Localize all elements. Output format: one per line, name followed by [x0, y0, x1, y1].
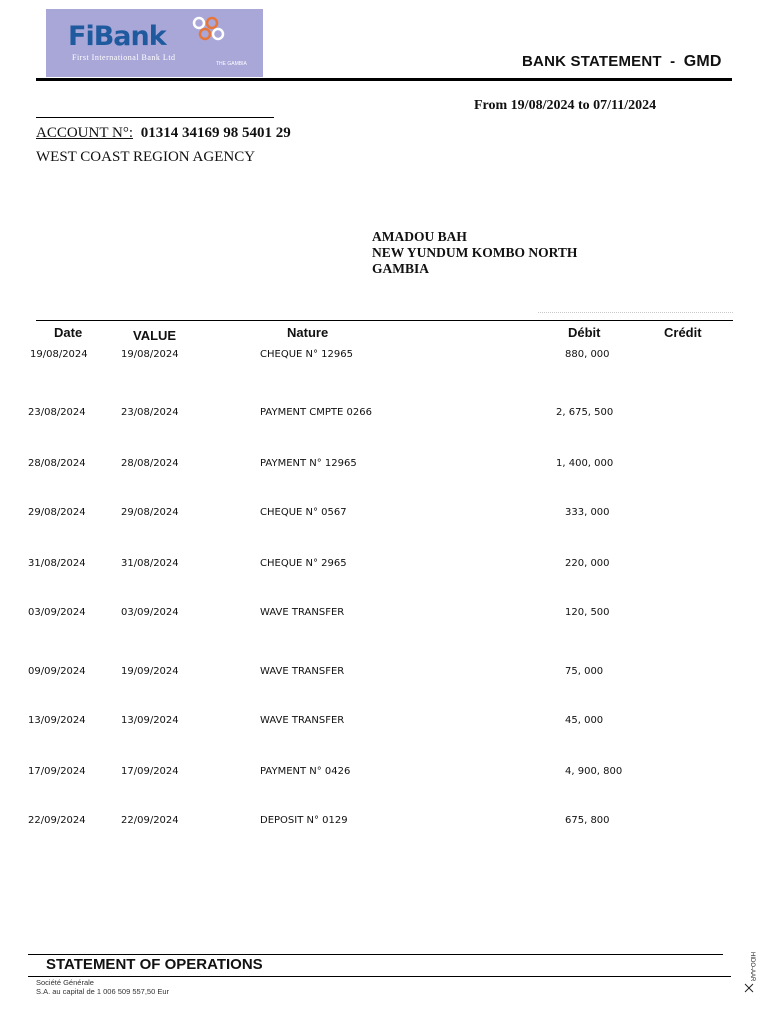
- row-debit: 220, 000: [565, 558, 610, 569]
- row-debit: 4, 900, 800: [565, 766, 623, 777]
- footer-rule-bottom: [28, 976, 731, 977]
- row-nature: PAYMENT N° 12965: [260, 458, 357, 469]
- statement-period: From 19/08/2024 to 07/11/2024: [474, 98, 657, 113]
- column-header-debit: Débit: [568, 325, 601, 340]
- column-header-credit: Crédit: [664, 325, 702, 340]
- customer-address-line2: GAMBIA: [372, 261, 429, 276]
- footer-capital: S.A. au capital de 1 006 509 557,50 Eur: [36, 987, 170, 996]
- row-debit: 333, 000: [565, 507, 610, 518]
- row-value-date: 19/08/2024: [121, 349, 179, 360]
- row-debit: 880, 000: [565, 349, 610, 360]
- customer-address-line1: NEW YUNDUM KOMBO NORTH: [372, 245, 578, 260]
- row-value-date: 13/09/2024: [121, 715, 179, 726]
- row-debit: 120, 500: [565, 607, 610, 618]
- row-nature: WAVE TRANSFER: [260, 607, 345, 618]
- logo-rings-icon: [190, 16, 238, 42]
- column-header-date: Date: [54, 325, 83, 340]
- customer-name: AMADOU BAH: [372, 229, 467, 244]
- footer-rule-top: [28, 954, 723, 955]
- row-debit: 75, 000: [565, 666, 604, 677]
- row-nature: DEPOSIT N° 0129: [260, 815, 348, 826]
- row-nature: CHEQUE N° 12965: [260, 349, 353, 360]
- row-debit: 1, 400, 000: [556, 458, 614, 469]
- row-debit: 45, 000: [565, 715, 604, 726]
- logo-subtitle: First International Bank Ltd: [72, 53, 176, 62]
- row-date: 13/09/2024: [28, 715, 86, 726]
- row-date: 03/09/2024: [28, 607, 86, 618]
- footer-title: STATEMENT OF OPERATIONS: [46, 956, 263, 973]
- row-value-date: 17/09/2024: [121, 766, 179, 777]
- account-rule: [36, 117, 274, 118]
- row-date: 28/08/2024: [28, 458, 86, 469]
- logo-text: FiBank: [68, 21, 166, 52]
- statement-title-text: BANK STATEMENT: [522, 53, 662, 70]
- account-label: ACCOUNT N°:: [36, 125, 133, 141]
- vertical-reference-mark: [736, 950, 760, 994]
- row-debit: 675, 800: [565, 815, 610, 826]
- row-value-date: 29/08/2024: [121, 507, 179, 518]
- row-value-date: 03/09/2024: [121, 607, 179, 618]
- row-date: 09/09/2024: [28, 666, 86, 677]
- row-date: 17/09/2024: [28, 766, 86, 777]
- row-value-date: 31/08/2024: [121, 558, 179, 569]
- row-nature: WAVE TRANSFER: [260, 666, 345, 677]
- table-rule: [36, 320, 733, 321]
- row-date: 29/08/2024: [28, 507, 86, 518]
- header-rule: [36, 78, 732, 81]
- row-value-date: 23/08/2024: [121, 407, 179, 418]
- column-header-nature: Nature: [287, 325, 329, 340]
- row-nature: WAVE TRANSFER: [260, 715, 345, 726]
- row-date: 19/08/2024: [30, 349, 88, 360]
- account-number: 01314 34169 98 5401 29: [140, 125, 291, 141]
- account-number-line: [36, 125, 291, 142]
- row-value-date: 28/08/2024: [121, 458, 179, 469]
- footer-company: Société Générale: [36, 978, 94, 987]
- logo-country: THE GAMBIA: [216, 61, 247, 67]
- vertical-reference: [736, 950, 760, 994]
- statement-title: [522, 53, 722, 71]
- vertical-reference-text: HIDO-AAR: [749, 952, 755, 982]
- row-nature: PAYMENT N° 0426: [260, 766, 351, 777]
- title-dash: -: [670, 53, 676, 70]
- column-header-value: VALUE: [133, 328, 177, 343]
- row-date: 23/08/2024: [28, 407, 86, 418]
- currency-code: GMD: [683, 53, 722, 70]
- agency-name: WEST COAST REGION AGENCY: [36, 149, 256, 165]
- row-value-date: 22/09/2024: [121, 815, 179, 826]
- bank-logo: [46, 9, 263, 77]
- row-value-date: 19/09/2024: [121, 666, 179, 677]
- faint-printed-line: [538, 312, 733, 318]
- row-nature: PAYMENT CMPTE 0266: [260, 407, 372, 418]
- row-nature: CHEQUE N° 0567: [260, 507, 347, 518]
- row-debit: 2, 675, 500: [556, 407, 614, 418]
- row-date: 22/09/2024: [28, 815, 86, 826]
- row-date: 31/08/2024: [28, 558, 86, 569]
- row-nature: CHEQUE N° 2965: [260, 558, 347, 569]
